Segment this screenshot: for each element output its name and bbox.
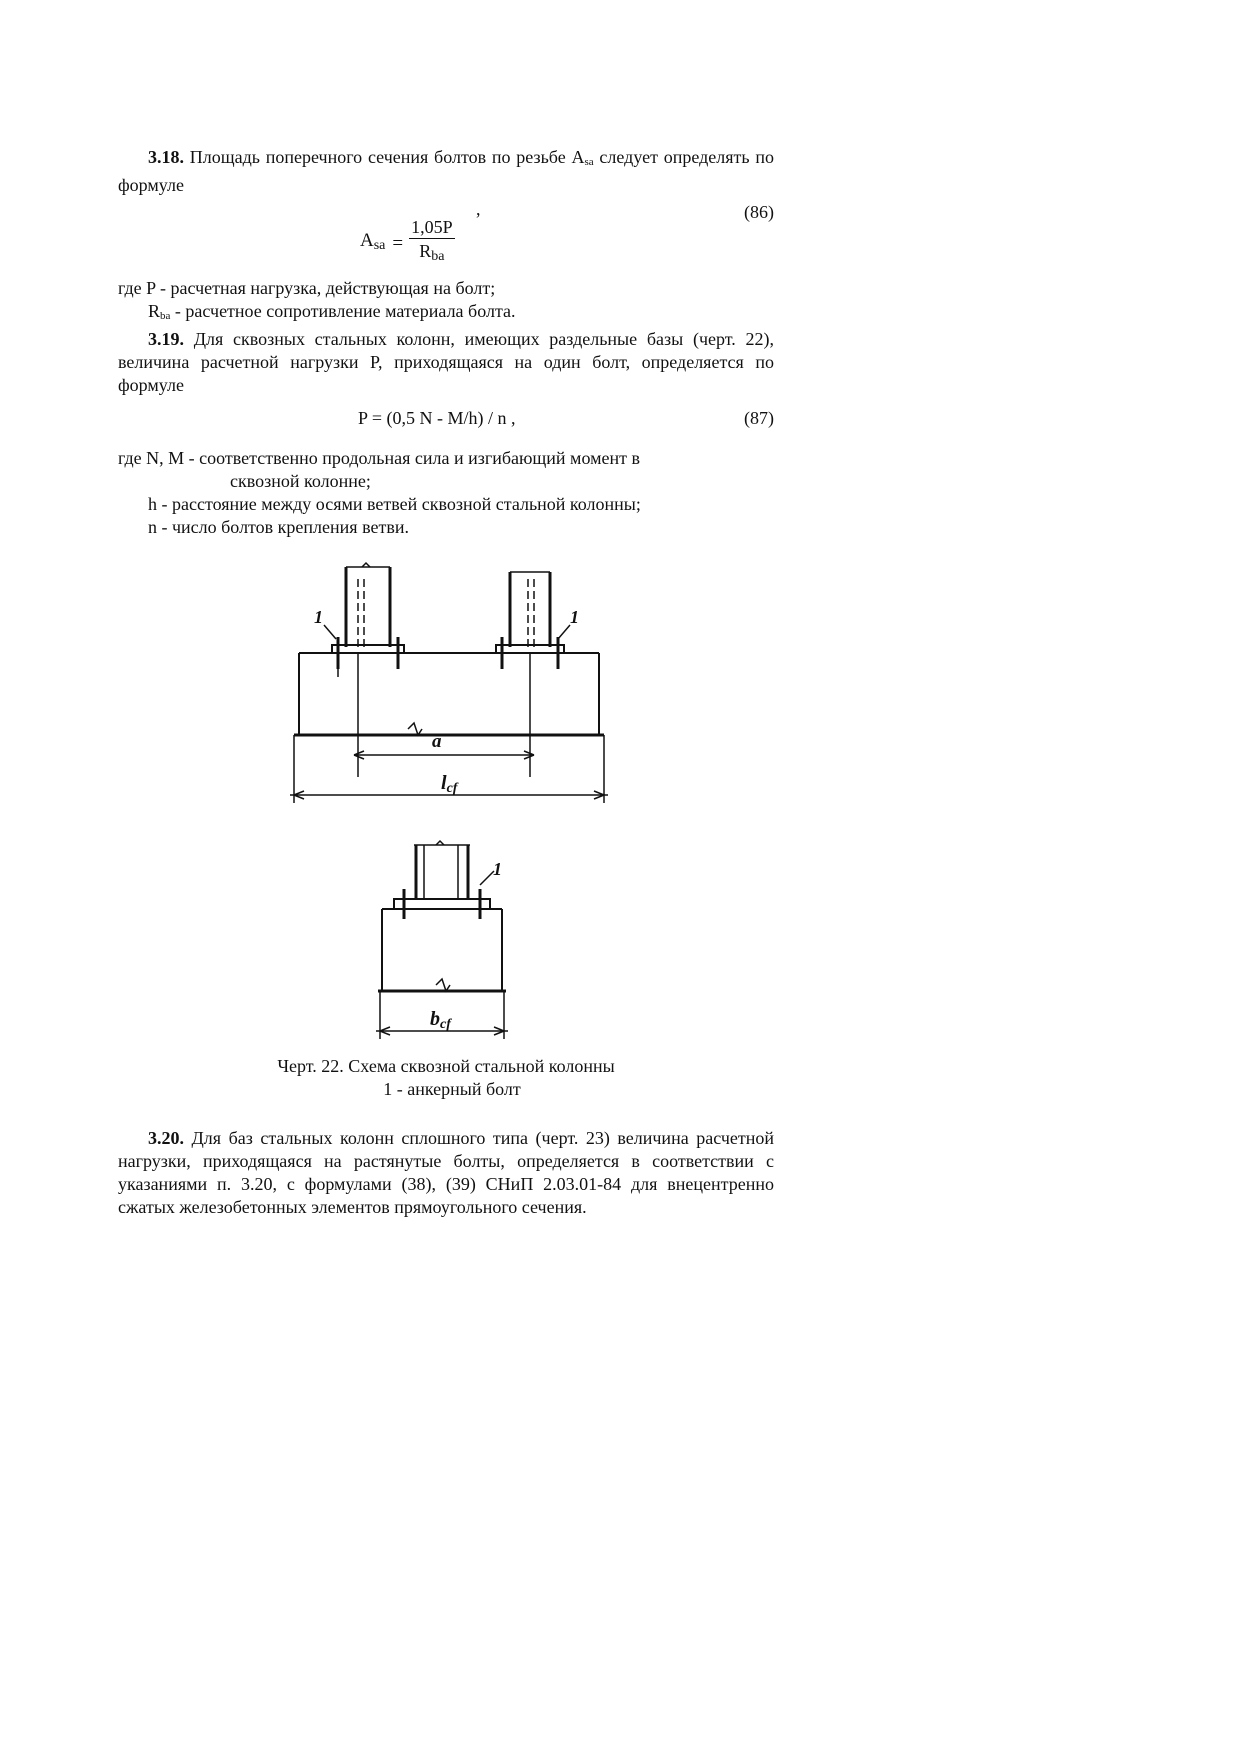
- section-number: 3.20.: [148, 1128, 184, 1148]
- dim-lcf-symbol: l: [441, 772, 447, 794]
- equation-number: (86): [744, 202, 774, 222]
- numerator: 1,05P: [411, 217, 453, 237]
- figure-22: [118, 539, 774, 1117]
- fraction-formula: [360, 217, 455, 269]
- dim-bcf-label: [430, 1008, 452, 1032]
- side-view-foundation: [378, 909, 506, 991]
- formula-86: [118, 197, 774, 277]
- section-number: 3.18.: [148, 147, 184, 167]
- section-3-18: [118, 146, 774, 197]
- denominator: [419, 239, 444, 269]
- paragraph-text: Площадь поперечного сечения болтов по резьбе A: [184, 147, 585, 167]
- right-column-branch: [496, 572, 564, 777]
- document-page: [118, 146, 774, 1219]
- dim-lcf-subscript: cf: [446, 781, 458, 796]
- dimension-a: [354, 751, 534, 759]
- label-1-left: 1: [314, 607, 323, 627]
- paragraph-text: Для баз стальных колонн сплошного типа (черт. 23) величина расчетной нагрузки, приходящаяся на растянутые болты, определяется в соответствии с указаниями п. 3.20, с формулами (38), (39) СНиП 2.03.01-84 для внецентренно сжатых железобетонных элементов прямоугольного сечения.: [118, 1128, 774, 1217]
- paragraph-text: где N, M - соответственно продольная сила и изгибающий момент в: [118, 448, 640, 468]
- left-column-branch: [332, 563, 404, 777]
- section-3-20: [118, 1127, 774, 1219]
- section-3-19: [118, 328, 774, 397]
- label-1-right: 1: [570, 607, 579, 627]
- lhs-symbol: A: [360, 230, 374, 251]
- dim-bcf-subscript: cf: [440, 1017, 451, 1032]
- where-line: h - расстояние между осями ветвей сквозной стальной колонны;: [148, 494, 641, 514]
- fraction: [409, 217, 455, 269]
- subscript: sa: [584, 156, 594, 168]
- side-view-column: [394, 841, 494, 919]
- anchor-bolt-leaders: [324, 625, 570, 639]
- figure-legend: 1 - анкерный болт: [383, 1079, 521, 1099]
- where-line: где P - расчетная нагрузка, действующая на болт;: [118, 278, 496, 298]
- symbol: R: [148, 301, 161, 321]
- where-line: [118, 447, 774, 493]
- column-base-drawing: [118, 539, 774, 1117]
- denominator-subscript: ba: [431, 249, 445, 264]
- figure-caption: Черт. 22. Схема сквозной стальной колонны: [277, 1056, 615, 1076]
- paragraph-text: следует определять по формуле: [118, 147, 774, 195]
- formula-comma: ,: [476, 199, 481, 219]
- dim-lcf-label: [441, 772, 459, 796]
- dim-bcf-symbol: b: [430, 1008, 440, 1030]
- equation-number: (87): [744, 408, 774, 428]
- label-1-bottom: 1: [493, 859, 502, 879]
- lhs-subscript: sa: [373, 238, 386, 253]
- formula-expression: P = (0,5 N - M/h) / n ,: [358, 408, 516, 428]
- paragraph-text: сквозной колонне;: [230, 471, 371, 491]
- where-line: [118, 300, 774, 328]
- formula-87: [118, 403, 774, 439]
- denominator-symbol: R: [419, 241, 432, 261]
- paragraph-text: - расчетное сопротивление материала болта.: [170, 301, 516, 321]
- section-number: 3.19.: [148, 329, 184, 349]
- dim-a-label: a: [432, 731, 442, 752]
- equals-sign: =: [392, 232, 404, 254]
- paragraph-text: Для сквозных стальных колонн, имеющих раздельные базы (черт. 22), величина расчетной нагрузки P, приходящаяся на один болт, определяется по формуле: [118, 329, 774, 395]
- where-line: n - число болтов крепления ветви.: [148, 517, 409, 537]
- subscript: ba: [160, 310, 171, 322]
- formula-lhs: [360, 229, 385, 257]
